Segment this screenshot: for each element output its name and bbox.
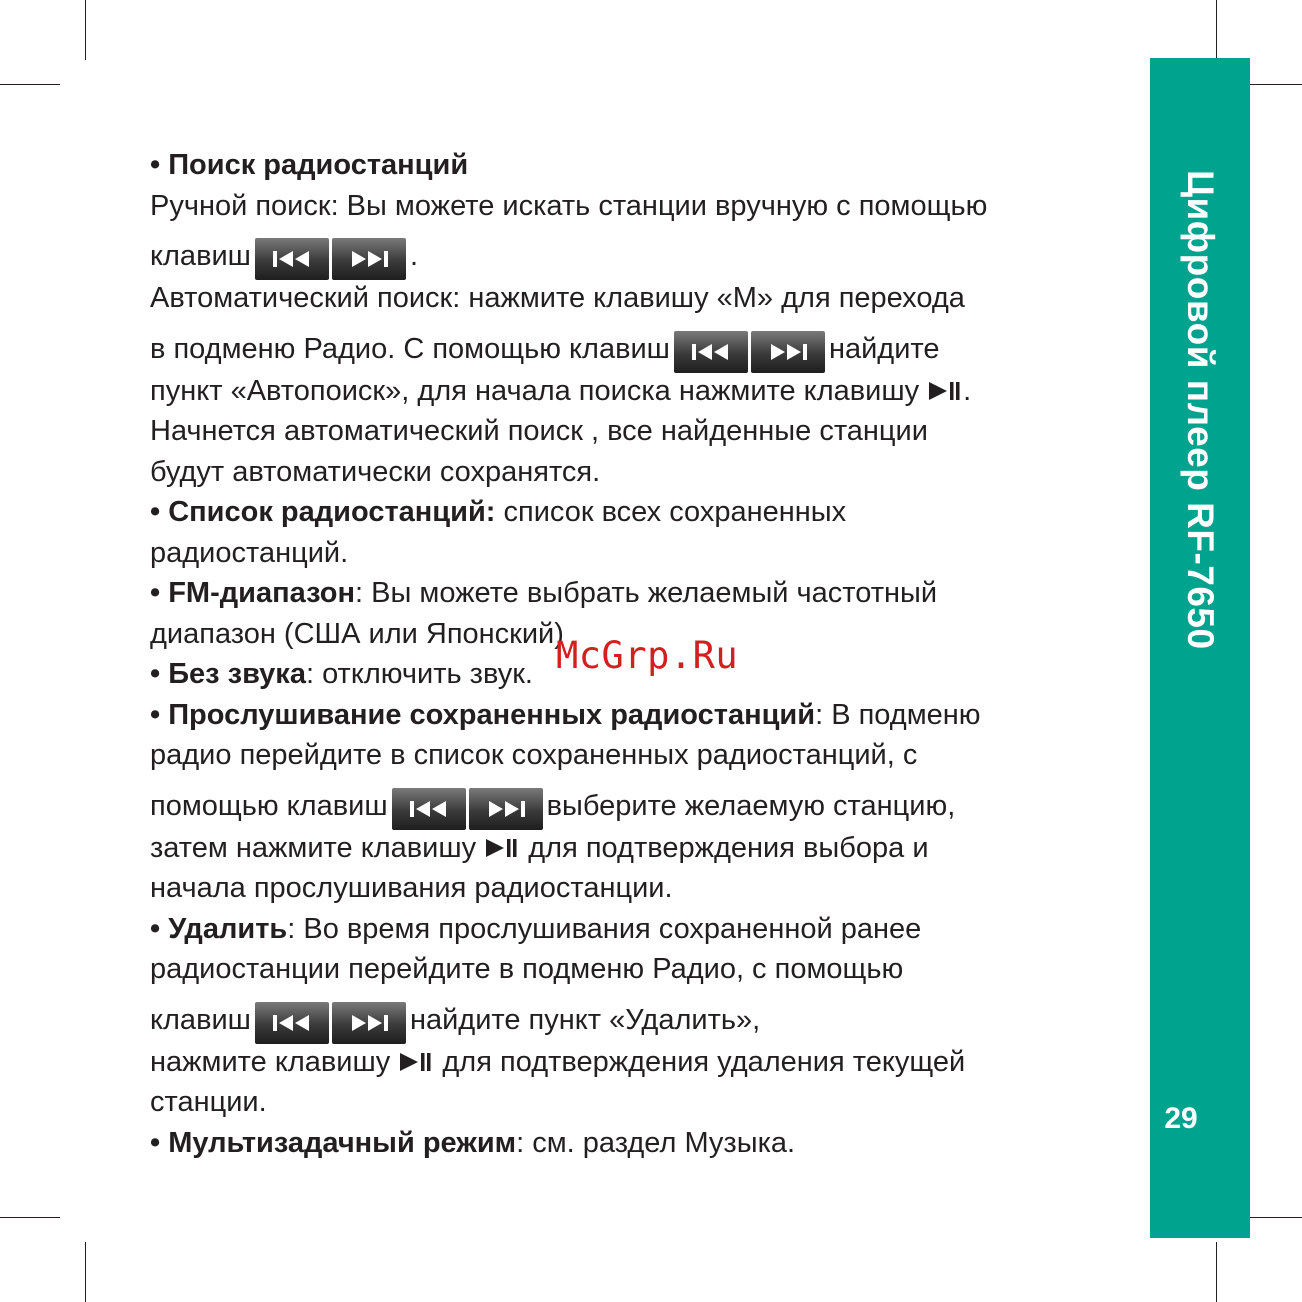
section-heading: • Список радиостанций: bbox=[150, 496, 496, 528]
prev-track-icon bbox=[255, 1002, 329, 1044]
side-title-text: Цифровой плеер RF-7650 bbox=[1180, 170, 1221, 650]
crop-mark bbox=[1242, 1217, 1302, 1218]
text-fragment: помощью клавиш bbox=[150, 789, 388, 822]
crop-mark bbox=[1216, 1242, 1217, 1302]
text-fragment: найдите bbox=[828, 332, 940, 365]
page-number: 29 bbox=[1164, 1102, 1198, 1135]
text-fragment: . bbox=[963, 374, 972, 407]
text-line bbox=[150, 1042, 1110, 1083]
section-heading: • Мультизадачный режим bbox=[150, 1126, 517, 1159]
text-fragment: список всех сохраненных bbox=[495, 496, 847, 528]
text-line bbox=[150, 909, 1110, 950]
crop-mark bbox=[0, 1217, 60, 1218]
text-fragment: в подменю Радио. С помощью клавиш bbox=[150, 332, 670, 365]
text-fragment: для подтверждения выбора и bbox=[528, 831, 929, 864]
next-track-icon bbox=[332, 238, 406, 280]
prev-next-keys bbox=[255, 1002, 406, 1044]
text-line bbox=[150, 695, 1110, 736]
text-fragment: найдите пункт «Удалить», bbox=[409, 1003, 761, 1036]
crop-mark bbox=[85, 0, 86, 60]
text-line bbox=[150, 828, 1110, 869]
crop-mark bbox=[1242, 84, 1302, 85]
prev-track-icon bbox=[392, 788, 466, 830]
text-line: Ручной поиск: Вы можете искать станции вручную с помощью bbox=[150, 189, 988, 222]
text-line bbox=[150, 573, 1110, 614]
text-fragment: нажмите клавишу bbox=[150, 1045, 391, 1078]
text-line bbox=[150, 776, 1110, 828]
text-fragment: клавиш bbox=[150, 1003, 251, 1036]
text-line: будут автоматически сохранятся. bbox=[150, 455, 601, 488]
prev-next-keys bbox=[674, 331, 825, 373]
text-line: Начнется автоматический поиск , все найденные станции bbox=[150, 415, 928, 447]
text-line: Автоматический поиск: нажмите клавишу «М» для перехода bbox=[150, 282, 965, 314]
section-heading: • Поиск радиостанций bbox=[150, 149, 469, 181]
text-line bbox=[150, 226, 1110, 278]
text-fragment: : Вы можете выбрать желаемый частотный bbox=[355, 577, 938, 609]
section-heading: • FM-диапазон bbox=[150, 577, 356, 609]
text-line bbox=[150, 371, 1110, 412]
section-heading: • Удалить bbox=[150, 912, 288, 945]
play-pause-icon bbox=[929, 380, 961, 402]
side-title bbox=[1150, 150, 1250, 670]
next-track-icon bbox=[332, 1002, 406, 1044]
text-fragment: затем нажмите клавишу bbox=[150, 831, 477, 864]
play-pause-icon bbox=[400, 1051, 432, 1073]
text-line: начала прослушивания радиостанции. bbox=[150, 872, 673, 904]
prev-track-icon bbox=[255, 238, 329, 280]
text-line bbox=[150, 492, 1110, 533]
text-fragment: пункт «Автопоиск», для начала поиска нажмите клавишу bbox=[150, 374, 920, 407]
text-fragment: для подтверждения удаления текущей bbox=[442, 1045, 966, 1078]
section-heading: • Без звука bbox=[150, 658, 306, 690]
text-line: радиостанции перейдите в подменю Радио, с помощью bbox=[150, 953, 904, 985]
text-fragment: : В подменю bbox=[815, 698, 981, 731]
prev-track-icon bbox=[674, 331, 748, 373]
text-line: радио перейдите в список сохраненных радиостанций, с bbox=[150, 739, 918, 771]
text-fragment: : Во время прослушивания сохраненной ранее bbox=[287, 912, 922, 945]
crop-mark bbox=[0, 84, 60, 85]
text-fragment: выберите желаемую станцию, bbox=[546, 789, 956, 822]
crop-mark bbox=[85, 1242, 86, 1302]
watermark: McGrp.Ru bbox=[556, 634, 739, 677]
next-track-icon bbox=[751, 331, 825, 373]
text-line: станции. bbox=[150, 1086, 267, 1118]
text-fragment: : отключить звук. bbox=[305, 658, 533, 690]
next-track-icon bbox=[469, 788, 543, 830]
text-line bbox=[150, 319, 1110, 371]
text-line: диапазон (США или Японский) bbox=[150, 617, 564, 650]
prev-next-keys bbox=[392, 788, 543, 830]
text-line bbox=[150, 1123, 1110, 1164]
crop-mark bbox=[1216, 0, 1217, 60]
text-line bbox=[150, 145, 1110, 186]
play-pause-icon bbox=[486, 837, 518, 859]
text-fragment: . bbox=[409, 240, 418, 272]
section-heading: • Прослушивание сохраненных радиостанций bbox=[150, 698, 816, 731]
text-line bbox=[150, 990, 1110, 1042]
text-line: радиостанций. bbox=[150, 536, 349, 569]
text-fragment: клавиш bbox=[150, 240, 251, 272]
prev-next-keys bbox=[255, 238, 406, 280]
text-fragment: : см. раздел Музыка. bbox=[516, 1126, 796, 1159]
